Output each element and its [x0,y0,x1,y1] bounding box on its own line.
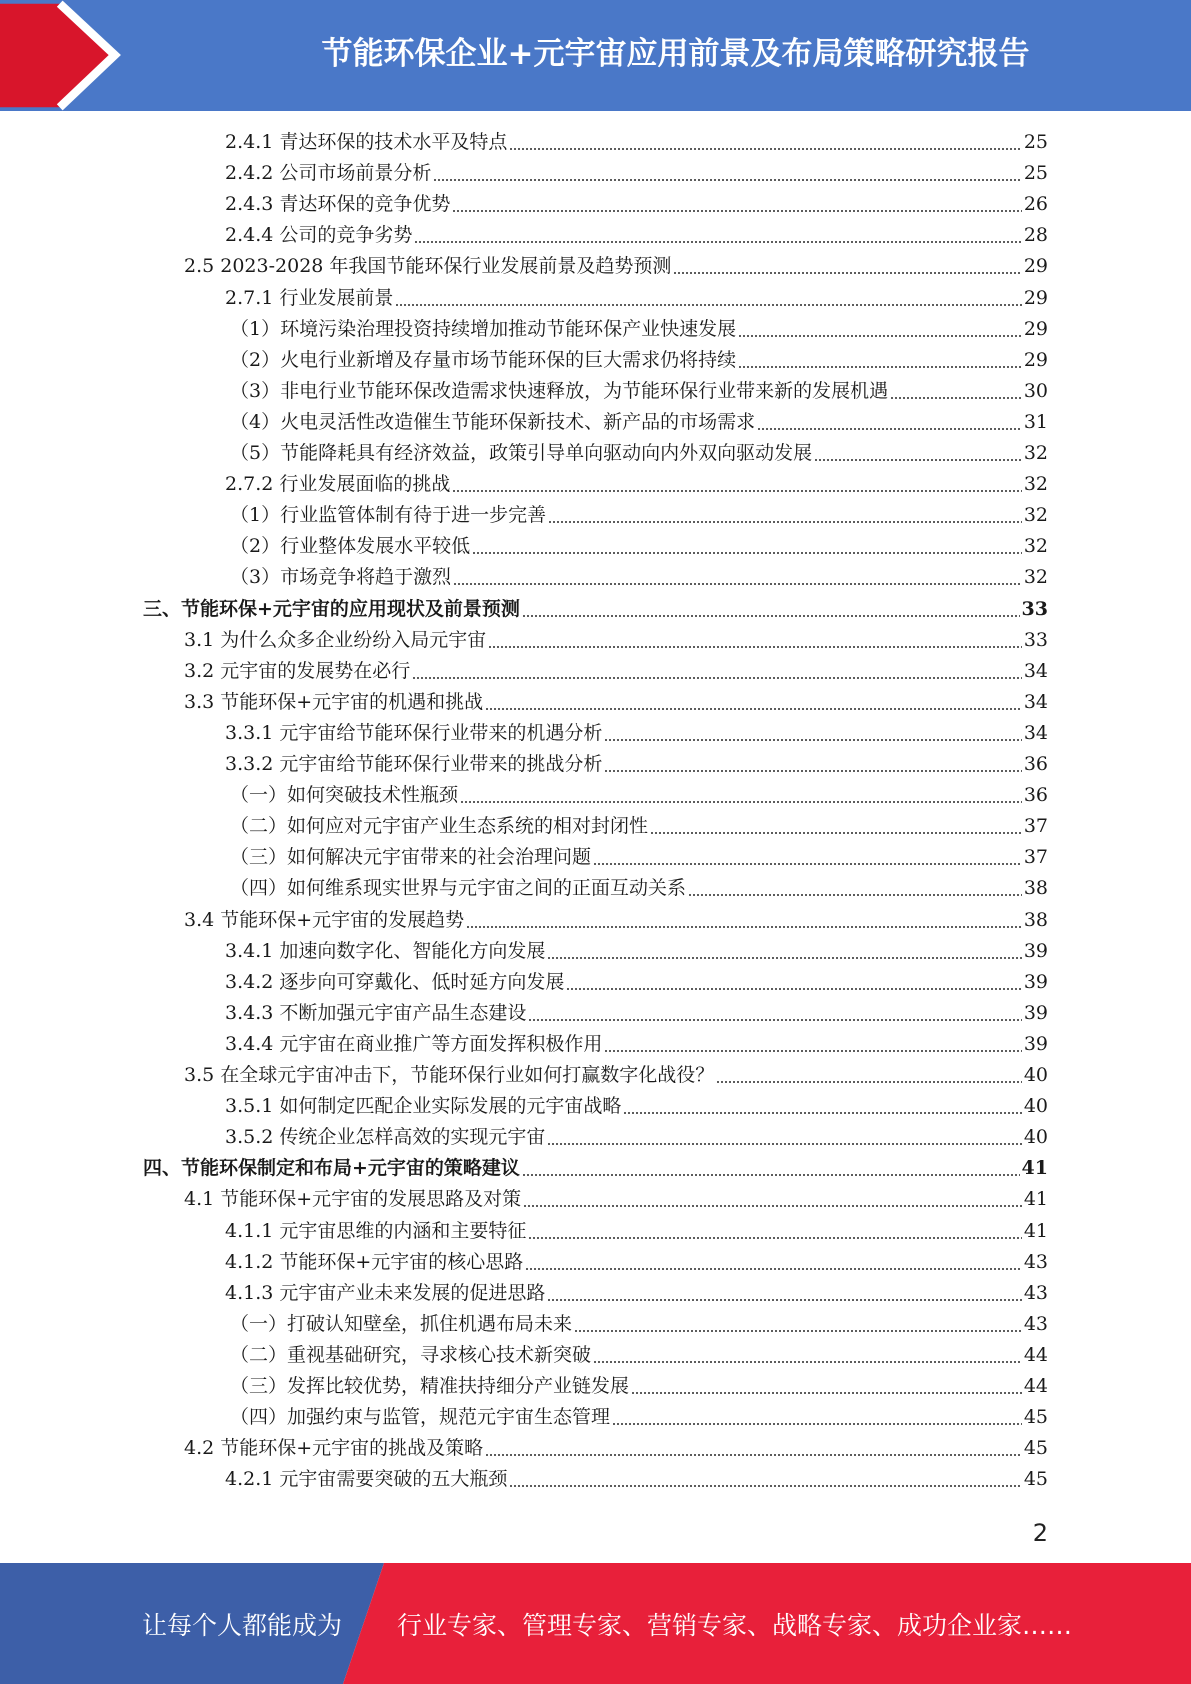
toc-entry[interactable] [143,594,1048,625]
toc-entry-page: 32 [1023,504,1048,526]
toc-entry-title: 2.4.4 公司的竞争劣势 [225,224,413,246]
toc-dot-leader [485,1433,1022,1464]
toc-dot-leader [673,251,1021,282]
toc-entry-title: 3.4.1 加速向数字化、智能化方向发展 [225,940,546,962]
toc-entry-title: 3.4 节能环保+元宇宙的发展趋势 [184,909,465,931]
toc-entry-title: 3.5.1 如何制定匹配企业实际发展的元宇宙战略 [225,1095,622,1117]
toc-entry-page: 40 [1023,1126,1048,1148]
toc-entry-page: 45 [1023,1468,1048,1490]
toc-entry-title: 2.7.2 行业发展面临的挑战 [225,473,451,495]
toc-entry-page: 37 [1023,815,1048,837]
toc-entry-title: 3.3.1 元宇宙给节能环保行业带来的机遇分析 [225,722,603,744]
toc-entry[interactable] [184,1433,1048,1464]
toc-entry[interactable] [184,1184,1048,1215]
toc-entry-page: 40 [1023,1064,1048,1086]
toc-entry-title: 4.2.1 元宇宙需要突破的五大瓶颈 [225,1468,508,1490]
toc-entry[interactable] [230,1371,1048,1402]
toc-entry-page: 25 [1023,131,1048,153]
toc-entry-title: （2）行业整体发展水平较低 [230,535,471,557]
toc-entry[interactable] [230,562,1048,593]
toc-dot-leader [522,594,1020,625]
toc-dot-leader [631,1371,1022,1402]
toc-entry-page: 28 [1023,224,1048,246]
footer-slogan-left: 让每个人都能成为 [142,1610,343,1640]
toc-entry-title: 四、节能环保制定和布局+元宇宙的策略建议 [143,1157,520,1179]
toc-entry[interactable] [184,625,1048,656]
toc-entry-title: （二）如何应对元宇宙产业生态系统的相对封闭性 [230,815,649,837]
toc-entry-title: （一）如何突破技术性瓶颈 [230,784,459,806]
toc-entry[interactable] [230,780,1048,811]
toc-dot-leader [814,438,1022,469]
toc-dot-leader [485,687,1022,718]
toc-dot-leader [612,1402,1022,1433]
toc-dot-leader [452,189,1021,220]
toc-entry[interactable] [225,189,1048,220]
page-number: 2 [1032,1519,1048,1547]
toc-entry-title: （3）非电行业节能环保改造需求快速释放，为节能环保行业带来新的发展机遇 [230,380,889,402]
toc-dot-leader [509,1464,1021,1495]
toc-entry[interactable] [184,1060,1048,1091]
toc-dot-leader [604,749,1021,780]
toc-dot-leader [525,1247,1022,1278]
toc-entry[interactable] [230,873,1048,904]
toc-entry-title: （3）市场竞争将趋于激烈 [230,566,452,588]
toc-entry[interactable] [225,283,1048,314]
toc-entry-page: 39 [1023,1002,1048,1024]
toc-entry-title: 2.4.1 青达环保的技术水平及特点 [225,131,508,153]
toc-entry-title: 3.5 在全球元宇宙冲击下，节能环保行业如何打赢数字化战役？ [184,1064,715,1086]
toc-dot-leader [528,998,1021,1029]
toc-entry[interactable] [225,469,1048,500]
toc-entry-title: 3.3.2 元宇宙给节能环保行业带来的挑战分析 [225,753,603,775]
toc-entry-page: 44 [1023,1375,1048,1397]
toc-entry[interactable] [225,1029,1048,1060]
toc-dot-leader [466,905,1022,936]
toc-entry-title: 2.7.1 行业发展前景 [225,287,394,309]
toc-entry-title: （4）火电灵活性改造催生节能环保新技术、新产品的市场需求 [230,411,756,433]
toc-dot-leader [414,220,1021,251]
toc-entry-title: （四）加强约束与监管，规范元宇宙生态管理 [230,1406,611,1428]
toc-entry-title: 4.2 节能环保+元宇宙的挑战及策略 [184,1437,484,1459]
toc-entry[interactable] [230,407,1048,438]
toc-entry-page: 39 [1023,971,1048,993]
toc-dot-leader [688,873,1022,904]
footer-slogan-right: 行业专家、管理专家、营销专家、战略专家、成功企业家…… [397,1610,1073,1640]
header-chevron-graphic [0,0,140,111]
toc-entry[interactable] [225,127,1048,158]
toc-entry-page: 45 [1023,1437,1048,1459]
toc-entry-title: （1）行业监管体制有待于进一步完善 [230,504,547,526]
toc-entry-page: 34 [1023,722,1048,744]
toc-dot-leader [574,1309,1022,1340]
toc-entry-title: （1）环境污染治理投资持续增加推动节能环保产业快速发展 [230,318,737,340]
toc-entry-title: 4.1.1 元宇宙思维的内涵和主要特征 [225,1220,527,1242]
toc-entry[interactable] [225,1091,1048,1122]
toc-entry[interactable] [184,656,1048,687]
toc-entry-page: 30 [1023,380,1048,402]
toc-entry[interactable] [230,500,1048,531]
toc-entry-title: （三）发挥比较优势，精准扶持细分产业链发展 [230,1375,630,1397]
toc-entry-page: 41 [1021,1157,1048,1179]
toc-entry-page: 38 [1023,909,1048,931]
toc-entry[interactable] [143,1153,1048,1184]
toc-dot-leader [522,1153,1020,1184]
toc-entry[interactable] [225,1464,1048,1495]
toc-entry-title: 3.1 为什么众多企业纷纷入局元宇宙 [184,629,487,651]
toc-entry-page: 34 [1023,691,1048,713]
toc-dot-leader [566,967,1021,998]
toc-entry[interactable] [225,1247,1048,1278]
toc-entry-page: 37 [1023,846,1048,868]
toc-entry-title: 3.2 元宇宙的发展势在必行 [184,660,411,682]
toc-entry[interactable] [230,438,1048,469]
toc-entry[interactable] [225,749,1048,780]
report-title: 节能环保企业+元宇宙应用前景及布局策略研究报告 [321,35,1030,72]
page-footer [0,1563,1191,1684]
toc-entry-title: 3.4.2 逐步向可穿戴化、低时延方向发展 [225,971,565,993]
toc-entry[interactable] [225,1216,1048,1247]
toc-entry-page: 33 [1023,629,1048,651]
toc-entry-page: 40 [1023,1095,1048,1117]
toc-entry-title: 4.1.2 节能环保+元宇宙的核心思路 [225,1251,524,1273]
toc-dot-leader [650,811,1022,842]
toc-entry[interactable] [184,687,1048,718]
toc-entry-title: 4.1.3 元宇宙产业未来发展的促进思路 [225,1282,546,1304]
toc-dot-leader [757,407,1022,438]
toc-dot-leader [488,625,1022,656]
toc-entry-page: 41 [1023,1220,1048,1242]
toc-entry[interactable] [230,1340,1048,1371]
toc-dot-leader [453,562,1022,593]
toc-entry-page: 31 [1023,411,1048,433]
toc-entry-page: 25 [1023,162,1048,184]
toc-entry[interactable] [225,967,1048,998]
toc-dot-leader [604,718,1021,749]
toc-entry-page: 26 [1023,193,1048,215]
toc-entry-page: 43 [1023,1282,1048,1304]
toc-dot-leader [738,314,1022,345]
toc-entry-page: 39 [1023,1033,1048,1055]
toc-entry-page: 36 [1023,753,1048,775]
toc-dot-leader [548,500,1022,531]
toc-entry[interactable] [230,376,1048,407]
toc-entry-title: 三、节能环保+元宇宙的应用现状及前景预测 [143,598,520,620]
toc-entry-page: 33 [1021,598,1048,620]
toc-dot-leader [738,345,1022,376]
toc-entry-page: 38 [1023,877,1048,899]
toc-entry-page: 32 [1023,442,1048,464]
page-header [0,0,1191,111]
toc-entry[interactable] [184,251,1048,282]
toc-dot-leader [890,376,1022,407]
toc-entry-title: 3.3 节能环保+元宇宙的机遇和挑战 [184,691,484,713]
toc-entry[interactable] [225,718,1048,749]
toc-entry-title: （2）火电行业新增及存量市场节能环保的巨大需求仍将持续 [230,349,737,371]
toc-entry[interactable] [230,531,1048,562]
toc-entry[interactable] [225,998,1048,1029]
toc-entry-page: 41 [1023,1188,1048,1210]
toc-dot-leader [547,1278,1021,1309]
toc-entry-page: 44 [1023,1344,1048,1366]
toc-dot-leader [593,1340,1022,1371]
toc-dot-leader [523,1184,1022,1215]
toc-entry-title: （5）节能降耗具有经济效益，政策引导单向驱动向内外双向驱动发展 [230,442,813,464]
toc-entry-title: 2.4.2 公司市场前景分析 [225,162,432,184]
toc-entry[interactable] [225,158,1048,189]
toc-entry[interactable] [230,1402,1048,1433]
toc-entry-title: （四）如何维系现实世界与元宇宙之间的正面互动关系 [230,877,687,899]
toc-entry[interactable] [225,220,1048,251]
toc-entry-title: 4.1 节能环保+元宇宙的发展思路及对策 [184,1188,522,1210]
toc-dot-leader [547,1122,1021,1153]
toc-dot-leader [528,1216,1021,1247]
toc-dot-leader [412,656,1022,687]
toc-entry[interactable] [230,345,1048,376]
toc-entry-title: 3.4.3 不断加强元宇宙产品生态建设 [225,1002,527,1024]
toc-dot-leader [460,780,1022,811]
toc-dot-leader [433,158,1021,189]
toc-dot-leader [716,1060,1022,1091]
toc-dot-leader [604,1029,1021,1060]
toc-entry-page: 45 [1023,1406,1048,1428]
toc-dot-leader [547,936,1021,967]
toc-dot-leader [509,127,1021,158]
toc-entry[interactable] [225,936,1048,967]
toc-entry-page: 39 [1023,940,1048,962]
toc-entry-page: 29 [1023,287,1048,309]
toc-entry-title: （二）重视基础研究，寻求核心技术新突破 [230,1344,592,1366]
toc-dot-leader [593,842,1022,873]
toc-entry[interactable] [230,1309,1048,1340]
toc-entry-page: 32 [1023,566,1048,588]
toc-entry-title: 2.4.3 青达环保的竞争优势 [225,193,451,215]
toc-dot-leader [472,531,1022,562]
toc-entry-title: 3.5.2 传统企业怎样高效的实现元宇宙 [225,1126,546,1148]
toc-entry[interactable] [230,842,1048,873]
toc-entry[interactable] [225,1278,1048,1309]
toc-dot-leader [395,283,1021,314]
toc-entry-page: 36 [1023,784,1048,806]
toc-dot-leader [452,469,1021,500]
toc-entry[interactable] [184,905,1048,936]
toc-entry-title: 3.4.4 元宇宙在商业推广等方面发挥积极作用 [225,1033,603,1055]
toc-entry-page: 43 [1023,1251,1048,1273]
toc-entry-title: （一）打破认知壁垒，抓住机遇布局未来 [230,1313,573,1335]
toc-entry-page: 29 [1023,255,1048,277]
toc-entry-page: 43 [1023,1313,1048,1335]
toc-entry-title: （三）如何解决元宇宙带来的社会治理问题 [230,846,592,868]
toc-entry-page: 32 [1023,535,1048,557]
toc-entry-title: 2.5 2023-2028 年我国节能环保行业发展前景及趋势预测 [184,255,672,277]
toc-entry-page: 32 [1023,473,1048,495]
toc-entry[interactable] [230,811,1048,842]
toc-entry-page: 34 [1023,660,1048,682]
toc-entry[interactable] [225,1122,1048,1153]
toc-entry-page: 29 [1023,349,1048,371]
toc-entry-page: 29 [1023,318,1048,340]
toc-dot-leader [623,1091,1021,1122]
toc-entry[interactable] [230,314,1048,345]
